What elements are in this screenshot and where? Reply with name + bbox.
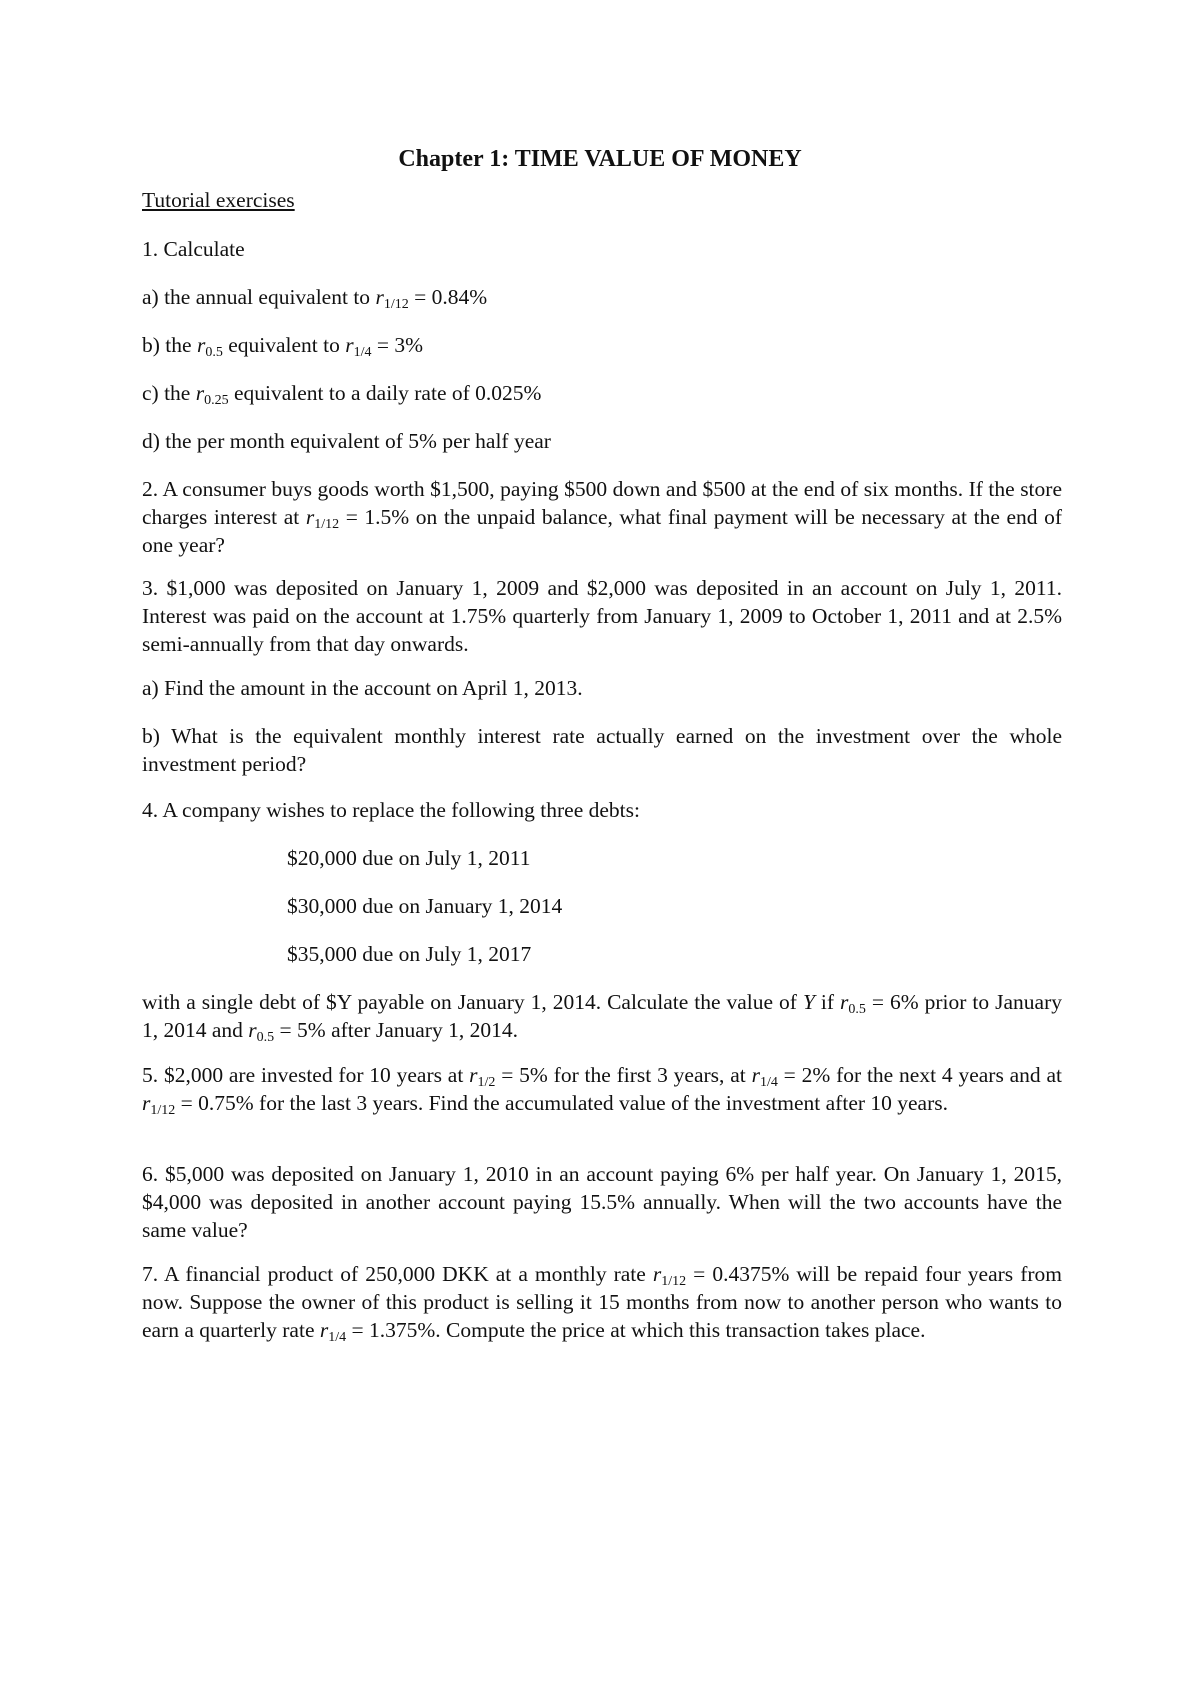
q1-a: a) the annual equivalent to $r_{1/12} = 0.84\%$ — [142, 285, 488, 312]
q3-text: 3. $1,000 was deposited on January 1, 2009 and $2,000 was deposited in an account on July 1, 2011. Interest was paid on the account at 1.75% quarterly from January 1, 2009 to October 1, 2011 and at 2.5% semi-annually from that day onwards. — [142, 576, 1062, 656]
q4-debt-3: $35,000 due on July 1, 2017 — [287, 942, 532, 966]
q1-d: d) the per month equivalent of 5% per half year — [142, 429, 551, 453]
q7-text: 7. A financial product of 250,000 DKK at a monthly rate $r_{1/12} = 0.4375\%$ will be repaid four years from now. Suppose the owner of this product is selling it 15 months from now to another person who wants to earn a quarterly rate $r_{1/4} = 1.375\%$. Compute the price at which this transaction takes place. — [142, 1262, 1062, 1345]
subtitle — [142, 186, 1062, 214]
q1-b: b) the $r_{0.5}$ equivalent to $r_{1/4} = 3\%$ — [142, 333, 424, 360]
q3-a: a) Find the amount in the account on April 1, 2013. — [142, 676, 583, 700]
q4-debt-1: $20,000 due on July 1, 2011 — [287, 846, 531, 870]
q4-intro: 4. A company wishes to replace the following three debts: — [142, 798, 640, 822]
q2-text: 2. A consumer buys goods worth $1,500, paying $500 down and $500 at the end of six months. If the store charges interest at $r_{1/12} = 1.5\%$ on the unpaid balance, what final payment will be necessary at the end of one year? — [142, 477, 1062, 557]
q5-text: 5. $2,000 are invested for 10 years at $r_{1/2} = 5\%$ for the first 3 years, at $r_{1/4} = 2\%$ for the next 4 years and at $r_{1/12} = 0.75\%$ for the last 3 years. Find the accumulated value of the investment after 10 years. — [142, 1063, 1063, 1118]
q1-intro: 1. Calculate — [142, 237, 245, 261]
q4-debt-2: $30,000 due on January 1, 2014 — [287, 894, 563, 918]
q3-b: b) What is the equivalent monthly interest rate actually earned on the investment over the whole investment period? — [142, 724, 1062, 776]
subtitle-text: Tutorial exercises — [142, 188, 295, 212]
page-title: Chapter 1: TIME VALUE OF MONEY — [398, 146, 802, 172]
q6-text: 6. $5,000 was deposited on January 1, 2010 in an account paying 6% per half year. On January 1, 2015, $4,000 was deposited in another account paying 15.5% annually. When will the two accounts have the same value? — [142, 1162, 1062, 1242]
q1-c: c) the $r_{0.25}$ equivalent to a daily rate of 0.025% — [142, 381, 542, 408]
q4-text: with a single debt of $Y payable on January 1, 2014. Calculate the value of Y if $r_{0.5} = 6\%$ prior to January 1, 2014 and $r_{0.5} = 5\%$ after January 1, 2014. — [142, 990, 1062, 1045]
